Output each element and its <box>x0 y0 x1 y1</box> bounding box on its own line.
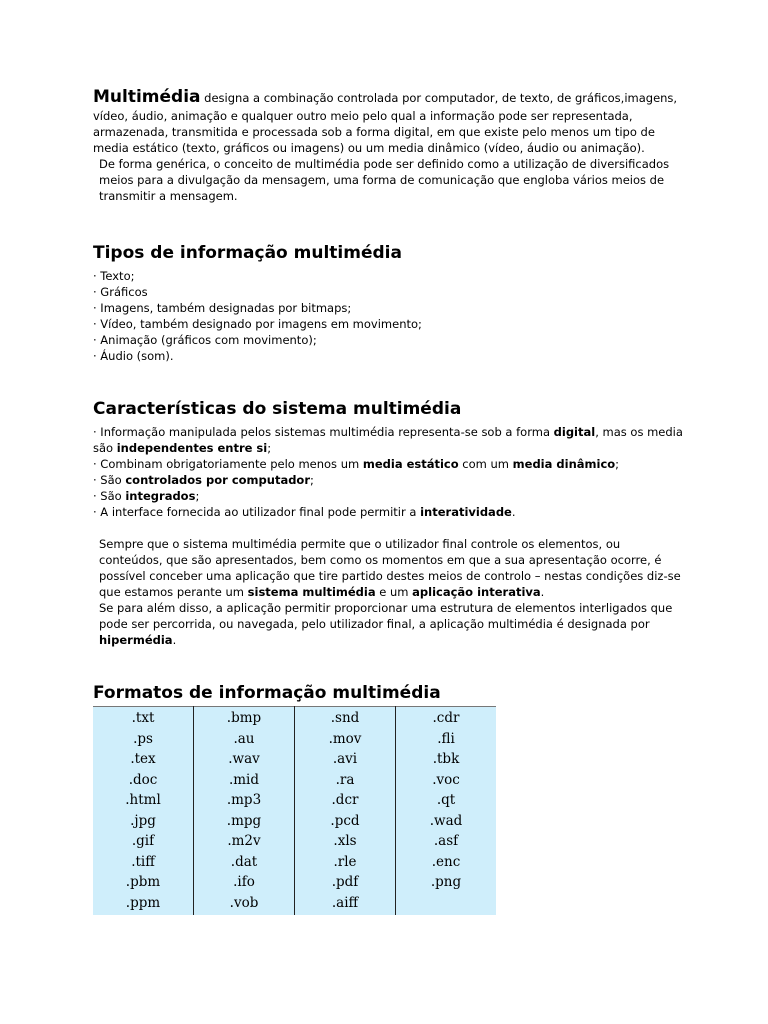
tipos-section <box>93 242 422 364</box>
intro-section <box>93 86 683 204</box>
table-cell: .xls <box>295 831 396 852</box>
list-item: · Imagens, também designadas por bitmaps; <box>93 301 352 315</box>
table-cell: .html <box>93 790 194 811</box>
table-cell: .fli <box>396 729 497 750</box>
list-item: · Áudio (som). <box>93 349 174 363</box>
table-row <box>93 893 496 916</box>
table-cell: .vob <box>194 893 295 916</box>
table-row <box>93 707 496 729</box>
table-cell: .tbk <box>396 749 497 770</box>
formats-table <box>93 706 496 915</box>
list-item: · Combinam obrigatoriamente pelo menos um media estático com um media dinâmico; <box>93 457 620 471</box>
table-cell: .wad <box>396 811 497 832</box>
table-cell: .mid <box>194 770 295 791</box>
table-cell: .qt <box>396 790 497 811</box>
list-item: · Texto; <box>93 269 135 283</box>
caracteristicas-heading: Características do sistema multimédia <box>93 399 462 419</box>
table-row <box>93 811 496 832</box>
table-cell: .ppm <box>93 893 194 916</box>
table-cell: .mov <box>295 729 396 750</box>
list-item: · A interface fornecida ao utilizador final pode permitir a interatividade. <box>93 505 516 519</box>
intro-paragraph <box>93 86 683 156</box>
table-cell: .wav <box>194 749 295 770</box>
formats-table-body <box>93 707 496 916</box>
table-cell: .dat <box>194 852 295 873</box>
table-row <box>93 872 496 893</box>
table-row <box>93 770 496 791</box>
table-cell: .pbm <box>93 872 194 893</box>
table-cell: .mpg <box>194 811 295 832</box>
table-cell: .m2v <box>194 831 295 852</box>
table-row <box>93 831 496 852</box>
table-cell: .cdr <box>396 707 497 729</box>
intro-paragraph-2: De forma genérica, o conceito de multimédia pode ser definido como a utilização de diversificados meios para a divulgação da mensagem, uma forma de comunicação que engloba vários meios de transmitir a mensagem. <box>99 157 670 203</box>
list-item: · Vídeo, também designado por imagens em movimento; <box>93 317 422 331</box>
intro-title: Multimédia <box>93 87 201 107</box>
caracteristicas-paragraph-1: Sempre que o sistema multimédia permite que o utilizador final controle os elementos, ou conteúdos, que são apresentados, bem como os momentos em que a sua apresentação ocorre, é possível conceber uma aplicação que tire partido destes meios de controlo – nestas condições diz-se que estamos perante um sistema multimédia e um aplicação interativa. <box>99 537 681 599</box>
table-cell: .enc <box>396 852 497 873</box>
list-item: · São integrados; <box>93 489 200 503</box>
table-cell: .aiff <box>295 893 396 916</box>
tipos-heading: Tipos de informação multimédia <box>93 243 402 263</box>
table-cell: .txt <box>93 707 194 729</box>
table-cell: .snd <box>295 707 396 729</box>
table-cell: .mp3 <box>194 790 295 811</box>
caracteristicas-paragraph-2: Se para além disso, a aplicação permitir proporcionar uma estrutura de elementos interligados que pode ser percorrida, ou navegada, pelo utilizador final, a aplicação multimédia é designada por hipermédia. <box>99 601 673 647</box>
table-row <box>93 729 496 750</box>
table-cell: .ifo <box>194 872 295 893</box>
table-cell: .voc <box>396 770 497 791</box>
formatos-heading: Formatos de informação multimédia <box>93 683 441 703</box>
table-cell: .pcd <box>295 811 396 832</box>
table-row <box>93 852 496 873</box>
table-row <box>93 749 496 770</box>
table-cell: .rle <box>295 852 396 873</box>
list-item: · Animação (gráficos com movimento); <box>93 333 317 347</box>
table-cell: .avi <box>295 749 396 770</box>
intro-text: designa a combinação controlada por computador, de texto, de gráficos,imagens, vídeo, áudio, animação e qualquer outro meio pelo qual a informação pode ser representada, armazenada, transmitida e processada sob a forma digital, em que existe pelo menos um tipo de media estático (texto, gráficos ou imagens) ou um media dinâmico (vídeo, áudio ou animação). <box>93 91 678 155</box>
list-item: · Informação manipulada pelos sistemas multimédia representa-se sob a forma digital, mas os media são independentes entre si; <box>93 425 683 455</box>
table-cell: .ps <box>93 729 194 750</box>
list-item: · Gráficos <box>93 285 148 299</box>
table-cell: .au <box>194 729 295 750</box>
caracteristicas-list <box>93 424 683 648</box>
caracteristicas-section <box>93 398 683 648</box>
table-cell <box>396 893 497 916</box>
spacer <box>93 520 683 536</box>
document-page <box>93 86 683 911</box>
table-cell: .png <box>396 872 497 893</box>
table-cell: .doc <box>93 770 194 791</box>
table-cell: .gif <box>93 831 194 852</box>
table-cell: .jpg <box>93 811 194 832</box>
table-cell: .bmp <box>194 707 295 729</box>
tipos-list <box>93 268 422 364</box>
formatos-section <box>93 682 496 915</box>
table-cell: .pdf <box>295 872 396 893</box>
table-cell: .asf <box>396 831 497 852</box>
table-cell: .tiff <box>93 852 194 873</box>
table-cell: .ra <box>295 770 396 791</box>
table-row <box>93 790 496 811</box>
list-item: · São controlados por computador; <box>93 473 314 487</box>
table-cell: .dcr <box>295 790 396 811</box>
table-cell: .tex <box>93 749 194 770</box>
